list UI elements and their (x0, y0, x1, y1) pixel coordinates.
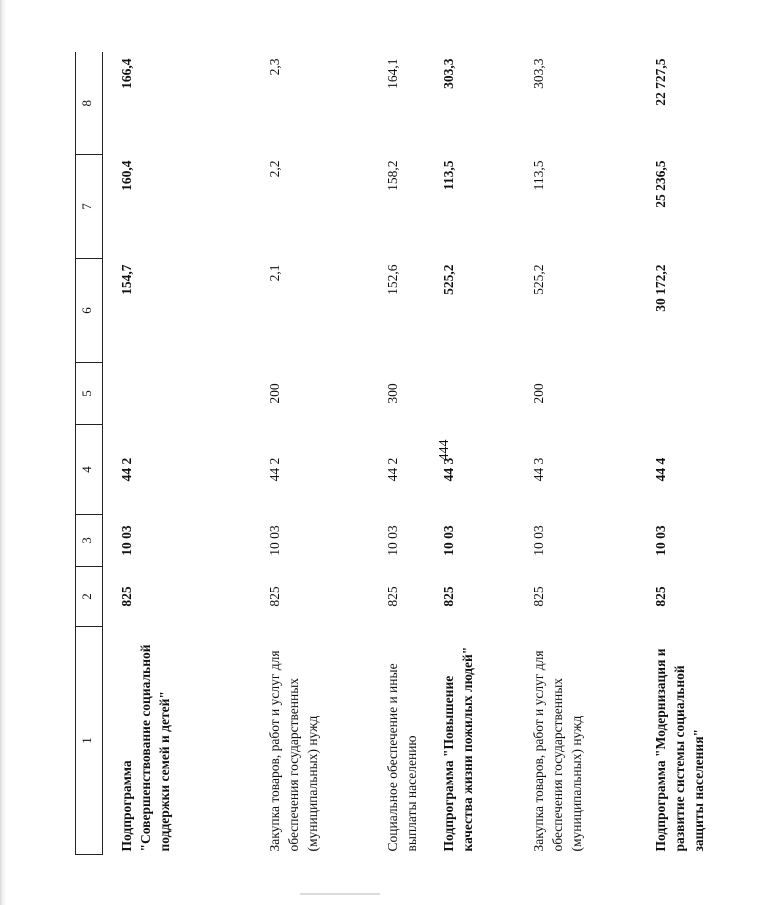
expense-type-cell (649, 363, 769, 425)
program-cell: 44 2 (385, 457, 400, 482)
column-header-3: 3 (76, 515, 103, 567)
code-cell: 825 (385, 586, 400, 607)
row-name-cell: Подпрограмма "Повышение качества жизни пожилых людей" (441, 646, 475, 852)
rotated-table-container (75, 35, 706, 855)
program-cell: 44 3 (441, 457, 456, 482)
column-header-8: 8 (76, 53, 103, 155)
table-body (103, 53, 769, 855)
budget-table (75, 53, 769, 856)
program-cell: 44 4 (653, 457, 668, 482)
section-cell: 10 03 (119, 525, 134, 556)
code-cell: 825 (267, 586, 282, 607)
column-header-2: 2 (76, 567, 103, 627)
value-cell: 2,2 (267, 160, 282, 178)
column-header-4: 4 (76, 425, 103, 515)
value-cell: 166,4 (119, 58, 134, 89)
value-cell: 303,3 (441, 58, 456, 89)
value-cell: 2,1 (267, 264, 282, 282)
table-row (381, 53, 437, 855)
value-cell: 152,6 (385, 264, 400, 295)
page-number: 444 (437, 439, 452, 461)
section-cell: 10 03 (531, 525, 546, 556)
row-name-cell: Закупка товаров, работ и услуг для обеспечения государственных (муниципальных) нужд (267, 650, 320, 852)
row-name-cell: Подпрограмма "Совершенствование социальной поддержки семей и детей" (119, 644, 172, 852)
expense-type-cell (115, 363, 263, 425)
row-name-cell: Подпрограмма "Модернизация и развитие системы социальной защиты населения" (653, 648, 706, 852)
table-row (649, 53, 769, 855)
expense-type-cell: 200 (267, 383, 282, 404)
table-row (115, 53, 263, 855)
program-cell: 44 2 (267, 457, 282, 482)
table-row (437, 53, 527, 855)
value-cell: 525,2 (531, 264, 546, 295)
scan-edge-shadow (0, 0, 10, 905)
column-header-5: 5 (76, 363, 103, 425)
code-cell: 825 (653, 586, 668, 607)
expense-type-cell (437, 363, 527, 425)
program-cell: 44 3 (531, 457, 546, 482)
section-cell: 10 03 (441, 525, 456, 556)
section-cell: 10 03 (653, 525, 668, 556)
value-cell: 22 727,5 (653, 58, 668, 106)
expense-type-cell: 300 (385, 383, 400, 404)
row-name-cell: Закупка товаров, работ и услуг для обеспечения государственных (муниципальных) нужд (531, 650, 584, 852)
value-cell: 2,3 (267, 58, 282, 76)
value-cell: 164,1 (385, 58, 400, 89)
code-cell: 825 (531, 586, 546, 607)
table-row (263, 53, 381, 855)
scan-artifact (300, 893, 380, 895)
code-cell: 825 (119, 586, 134, 607)
column-header-7: 7 (76, 155, 103, 259)
expense-type-cell: 200 (531, 383, 546, 404)
value-cell: 113,5 (531, 160, 546, 191)
value-cell: 113,5 (441, 160, 456, 191)
value-cell: 525,2 (441, 264, 456, 295)
value-cell: 303,3 (531, 58, 546, 89)
table-row (527, 53, 649, 855)
section-cell: 10 03 (267, 525, 282, 556)
column-header-6: 6 (76, 259, 103, 363)
code-cell: 825 (441, 586, 456, 607)
value-cell: 160,4 (119, 160, 134, 191)
column-header-1: 1 (76, 627, 103, 855)
value-cell: 158,2 (385, 160, 400, 191)
row-name-cell: Социальное обеспечение и иные выплаты населению (385, 663, 419, 852)
value-cell: 154,7 (119, 264, 134, 295)
section-cell: 10 03 (385, 525, 400, 556)
table-header-row (76, 53, 103, 855)
table-spacer (103, 53, 116, 855)
value-cell: 25 236,5 (653, 160, 668, 208)
program-cell: 44 2 (119, 457, 134, 482)
value-cell: 30 172,2 (653, 264, 668, 312)
